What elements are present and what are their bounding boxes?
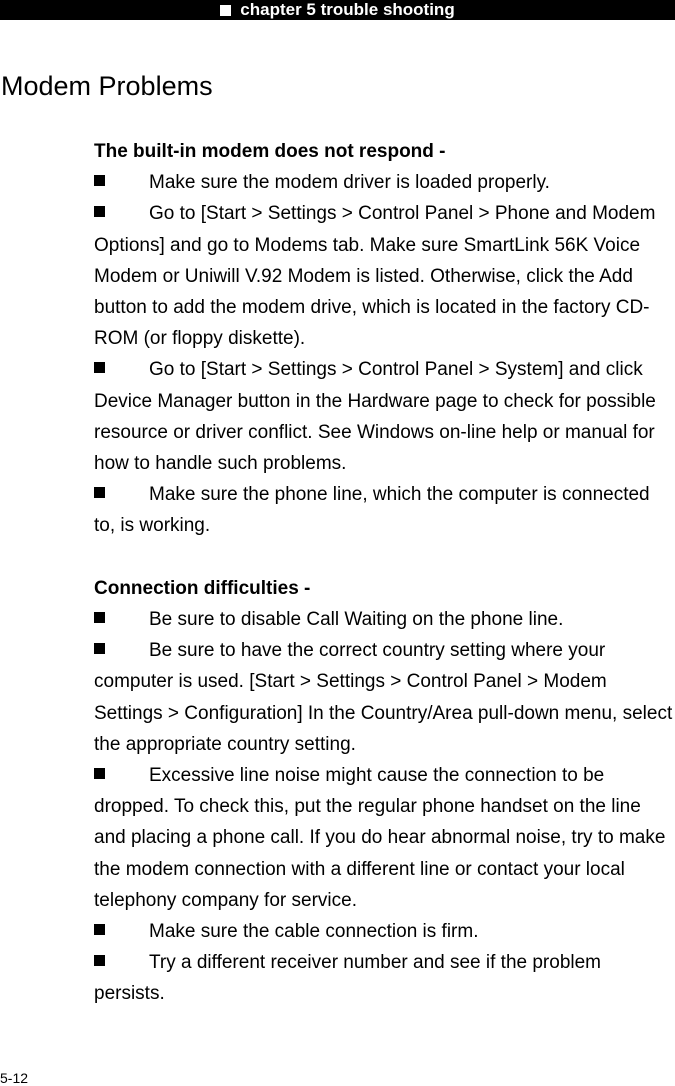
list-item <box>94 604 675 635</box>
square-bullet-icon <box>94 206 105 217</box>
list-item-text: Make sure the phone line, which the computer is connected to, is working. <box>94 484 650 537</box>
list-item-text: Go to [Start > Settings > Control Panel > System] and click Device Manager button in the Hardware page to check for possible resource or driver conflict. See Windows on-line help or manual for how to handle such problems. <box>94 359 656 475</box>
list-item <box>94 479 675 541</box>
list-item-text: Make sure the modem driver is loaded properly. <box>149 172 550 194</box>
square-bullet-icon <box>94 487 105 498</box>
list-item-text: Excessive line noise might cause the connection to be dropped. To check this, put the regular phone handset on the line and placing a phone call. If you do hear abnormal noise, try to make the modem connection with a different line or contact your local telephony company for service. <box>94 765 666 911</box>
list-item-text: Try a different receiver number and see if the problem persists. <box>94 952 602 1005</box>
list-item <box>94 354 675 479</box>
document-body <box>94 136 675 1010</box>
list-item <box>94 167 675 198</box>
chapter-title: chapter 5 trouble shooting <box>240 0 455 19</box>
square-bullet-icon <box>94 362 105 373</box>
list-item <box>94 947 675 1009</box>
square-bullet-icon <box>94 612 105 623</box>
section-heading-connection-difficulties: Connection difficulties - <box>94 577 311 599</box>
square-bullet-icon <box>94 955 105 966</box>
square-bullet-icon <box>94 643 105 654</box>
chapter-header-bar <box>0 0 675 20</box>
section-spacer <box>94 542 675 573</box>
section-heading-modem-not-respond: The built-in modem does not respond - <box>94 141 446 162</box>
list-item <box>94 198 675 354</box>
list-item-text: Make sure the cable connection is firm. <box>149 921 479 943</box>
square-bullet-icon <box>220 5 231 16</box>
square-bullet-icon <box>94 175 105 186</box>
list-item-text: Be sure to have the correct country setting where your computer is used. [Start > Settings > Control Panel > Modem Settings > Configuration] In the Country/Area pull-down menu, select the appropriate country setting. <box>94 640 673 755</box>
square-bullet-icon <box>94 768 105 779</box>
list-item <box>94 916 675 947</box>
page-title: Modem Problems <box>1 71 213 101</box>
list-item-text: Be sure to disable Call Waiting on the phone line. <box>149 609 564 631</box>
page-number: 5-12 <box>0 1070 29 1086</box>
square-bullet-icon <box>94 924 105 935</box>
list-item-text: Go to [Start > Settings > Control Panel > Phone and Modem Options] and go to Modems tab. Make sure SmartLink 56K Voice Modem or Uniwill V.92 Modem is listed. Otherwise, click the Add button to add the modem drive, which is located in the factory CD-ROM (or floppy diskette). <box>94 203 656 350</box>
list-item <box>94 760 675 916</box>
list-item <box>94 635 675 760</box>
